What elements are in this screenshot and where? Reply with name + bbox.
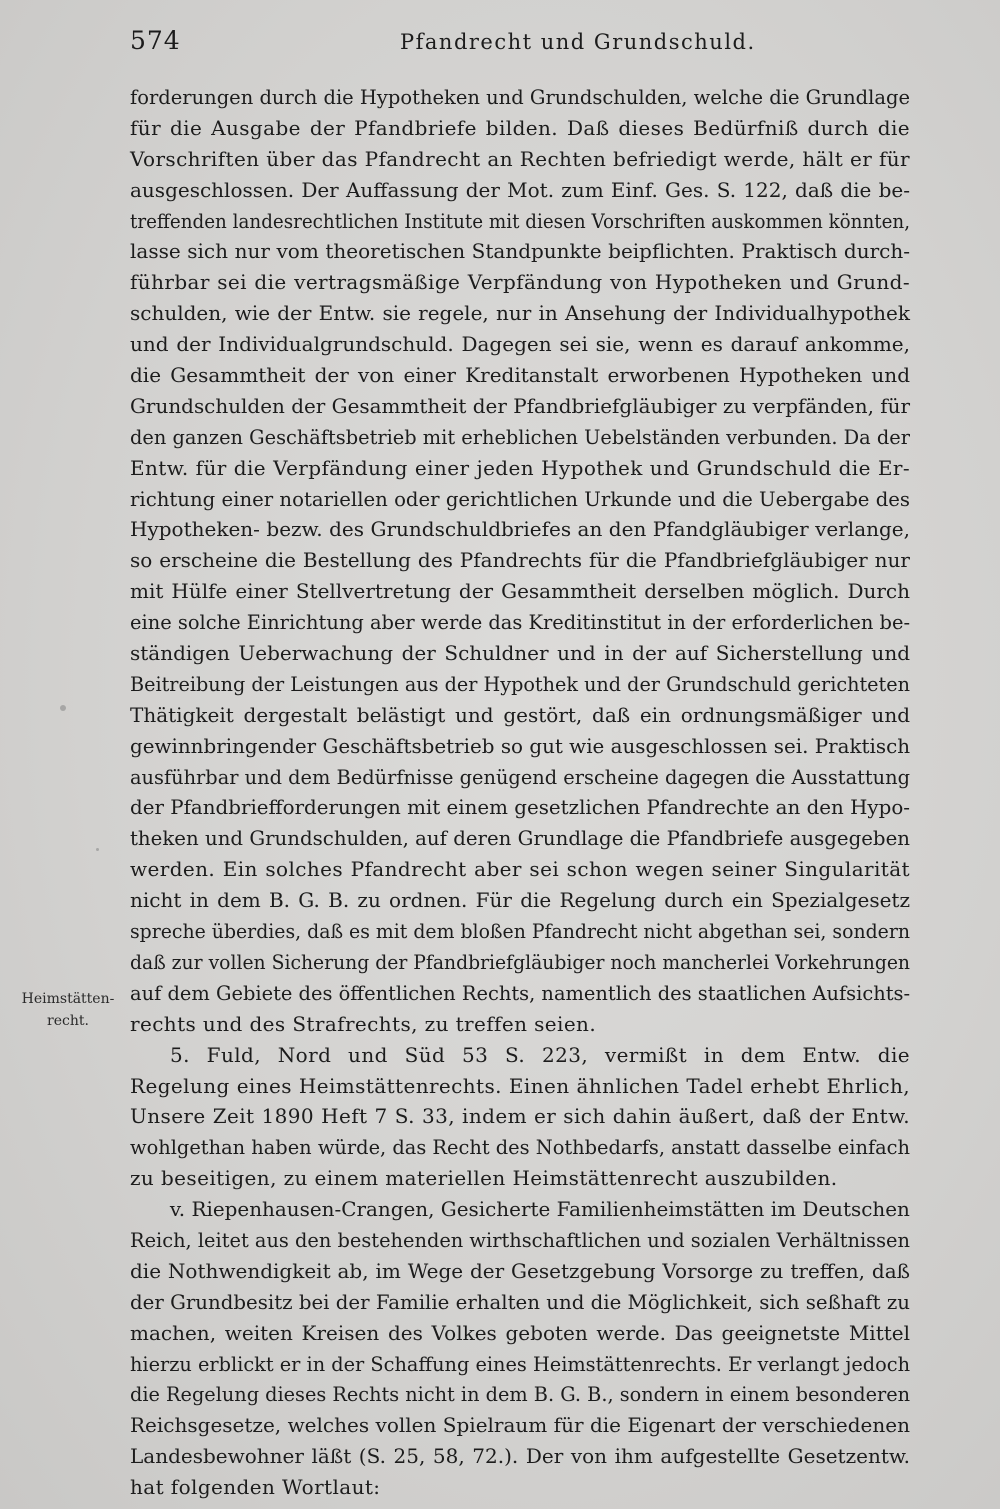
page-header	[130, 26, 910, 66]
text-line: hierzu erblickt er in der Schaffung eines Heimstättenrechts. Er verlangt jedoch	[130, 1351, 911, 1376]
margin-note-line: recht.	[47, 1013, 89, 1029]
text-line: machen, weiten Kreisen des Volkes geboten werde. Das geeignetste Mittel	[130, 1320, 910, 1345]
text-line: richtung einer notariellen oder gerichtlichen Urkunde und die Uebergabe des	[130, 486, 911, 511]
text-line: die Regelung dieses Rechts nicht in dem B. G. B., sondern in einem besonderen	[130, 1382, 911, 1407]
text-line: Reich, leitet aus den bestehenden wirthschaftlichen und sozialen Verhältnissen	[130, 1227, 910, 1252]
text-line: hat folgenden Wortlaut:	[130, 1475, 381, 1500]
text-line: nicht in dem B. G. B. zu ordnen. Für die Regelung durch ein Spezialgesetz	[130, 888, 910, 913]
text-line: Thätigkeit dergestalt belästigt und gestört, daß ein ordnungsmäßiger und	[130, 702, 910, 727]
text-line: gewinnbringender Geschäftsbetrieb so gut wie ausgeschlossen sei. Praktisch	[130, 733, 911, 758]
text-line: auf dem Gebiete des öffentlichen Rechts, namentlich des staatlichen Aufsichts-	[130, 980, 911, 1005]
text-line: ständigen Ueberwachung der Schuldner und in der auf Sicherstellung und	[130, 641, 910, 666]
running-head: Pfandrecht und Grundschuld.	[400, 30, 756, 54]
page-number: 574	[130, 26, 181, 55]
text-line: Entw. für die Verpfändung einer jeden Hypothek und Grundschuld die Er-	[130, 455, 910, 480]
text-line: daß zur vollen Sicherung der Pfandbriefgläubiger noch mancherlei Vorkehrungen	[130, 949, 911, 974]
text-line: 5. Fuld, Nord und Süd 53 S. 223, vermißt in dem Entw. die	[170, 1042, 910, 1067]
text-line: für die Ausgabe der Pfandbriefe bilden. Daß dieses Bedürfniß durch die	[130, 115, 910, 140]
text-line: Grundschulden der Gesammtheit der Pfandbriefgläubiger zu verpfänden, für	[130, 393, 911, 418]
text-line: ausführbar und dem Bedürfnisse genügend erscheine dagegen die Ausstattung	[130, 764, 911, 789]
margin-smudge	[60, 705, 66, 711]
body-text	[130, 82, 910, 1503]
text-line: der Grundbesitz bei der Familie erhalten und die Möglichkeit, sich seßhaft zu	[130, 1289, 910, 1314]
text-line: führbar sei die vertragsmäßige Verpfändung von Hypotheken und Grund-	[130, 270, 910, 295]
text-line: ausgeschlossen. Der Auffassung der Mot. zum Einf. Ges. S. 122, daß die be-	[130, 177, 910, 202]
text-line: der Pfandbriefforderungen mit einem gesetzlichen Pfandrechte an den Hypo-	[130, 795, 910, 820]
text-line: die Gesammtheit der von einer Kreditanstalt erworbenen Hypotheken und	[130, 363, 910, 388]
text-line: schulden, wie der Entw. sie regele, nur in Ansehung der Individualhypothek	[130, 301, 910, 326]
text-line: eine solche Einrichtung aber werde das Kreditinstitut in der erforderlichen be-	[130, 610, 911, 635]
text-line: forderungen durch die Hypotheken und Grundschulden, welche die Grundlage	[130, 85, 911, 109]
text-line: Reichsgesetze, welches vollen Spielraum für die Eigenart der verschiedenen	[130, 1413, 910, 1438]
text-line: Vorschriften über das Pfandrecht an Rechten befriedigt werde, hält er für	[130, 146, 910, 171]
text-line: so erscheine die Bestellung des Pfandrechts für die Pfandbriefgläubiger nur	[130, 548, 910, 573]
text-line: rechts und des Strafrechts, zu treffen seien.	[130, 1011, 597, 1036]
margin-note-line: Heimstätten-	[21, 991, 115, 1007]
text-line: mit Hülfe einer Stellvertretung der Gesammtheit derselben möglich. Durch	[130, 579, 910, 604]
text-line: wohlgethan haben würde, das Recht des Nothbedarfs, anstatt dasselbe einfach	[130, 1135, 911, 1160]
text-line: Unsere Zeit 1890 Heft 7 S. 33, indem er sich dahin äußert, daß der Entw.	[130, 1104, 910, 1129]
text-line: Beitreibung der Leistungen aus der Hypothek und der Grundschuld gerichteten	[130, 671, 910, 696]
margin-note	[18, 988, 118, 1032]
text-line: lasse sich nur vom theoretischen Standpunkte beipflichten. Praktisch durch-	[130, 239, 910, 264]
text-line: die Nothwendigkeit ab, im Wege der Gesetzgebung Vorsorge zu treffen, daß	[130, 1258, 910, 1283]
text-line: Hypotheken- bezw. des Grundschuldbriefes an den Pfandgläubiger verlange,	[130, 517, 910, 542]
text-line: theken und Grundschulden, auf deren Grundlage die Pfandbriefe ausgegeben	[130, 826, 910, 851]
text-line: zu beseitigen, zu einem materiellen Heimstättenrecht auszubilden.	[130, 1166, 838, 1191]
text-line: den ganzen Geschäftsbetrieb mit erheblichen Uebelständen verbunden. Da der	[130, 424, 910, 449]
text-line: treffenden landesrechtlichen Institute mit diesen Vorschriften auskommen könnten,	[130, 208, 911, 233]
text-line: und der Individualgrundschuld. Dagegen sei sie, wenn es darauf ankomme,	[130, 332, 910, 357]
text-line: Regelung eines Heimstättenrechts. Einen ähnlichen Tadel erhebt Ehrlich,	[130, 1073, 910, 1098]
text-line: Landesbewohner läßt (S. 25, 58, 72.). Der von ihm aufgestellte Gesetzentw.	[130, 1444, 910, 1469]
margin-smudge	[96, 848, 99, 851]
text-line: v. Riepenhausen-Crangen, Gesicherte Familienheimstätten im Deutschen	[169, 1197, 910, 1222]
text-line: werden. Ein solches Pfandrecht aber sei schon wegen seiner Singularität	[130, 857, 910, 882]
text-line: spreche überdies, daß es mit dem bloßen Pfandrecht nicht abgethan sei, sondern	[130, 919, 910, 944]
